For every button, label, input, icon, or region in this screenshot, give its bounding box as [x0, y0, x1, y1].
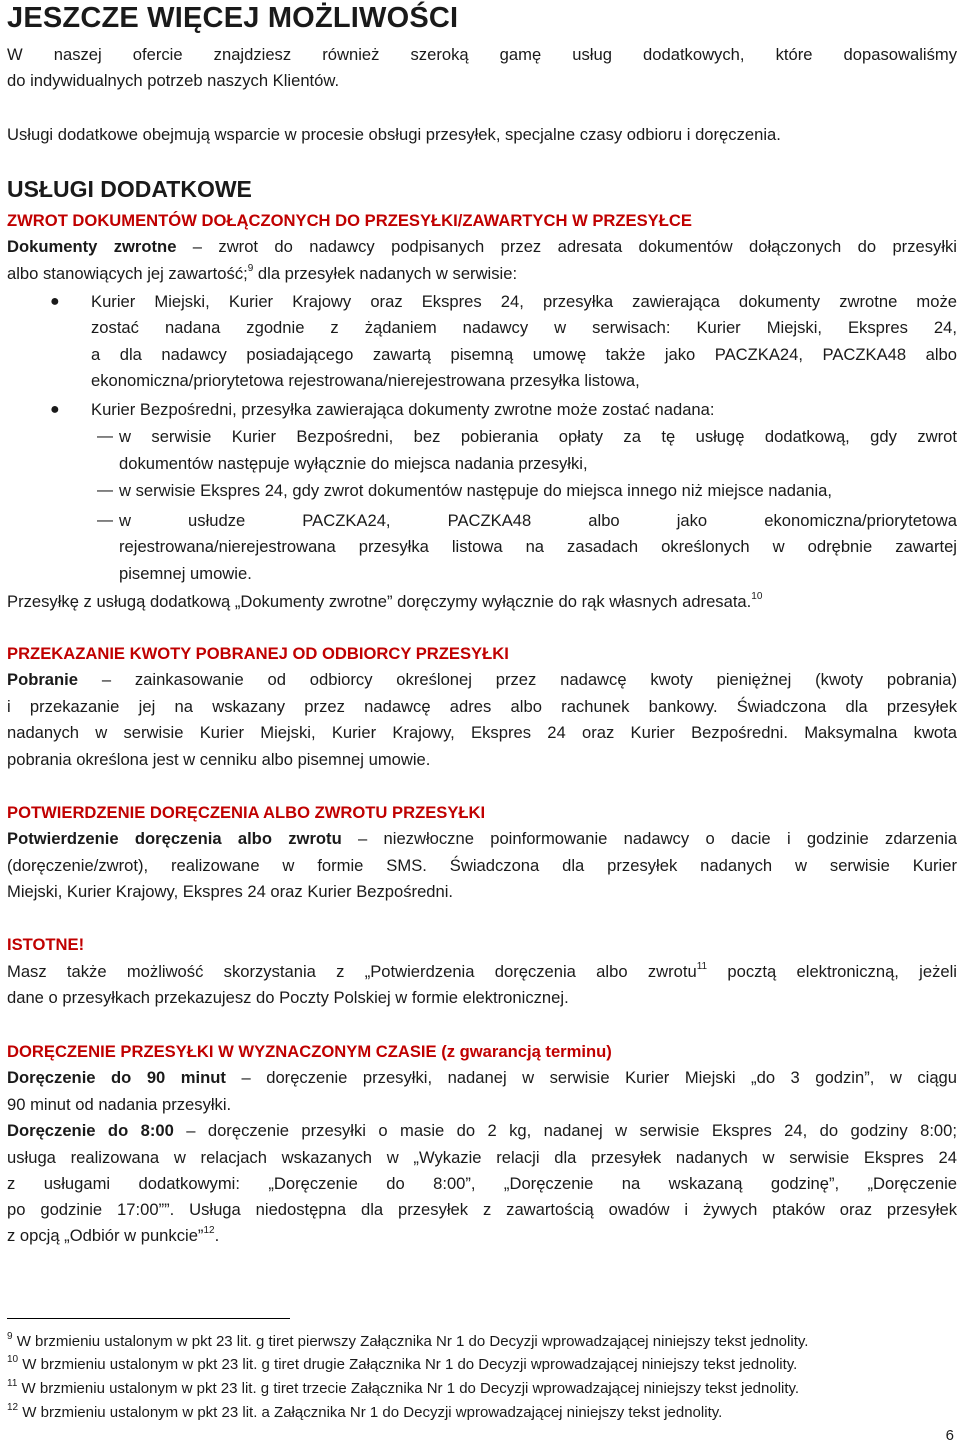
bullet-dot-icon: ●: [50, 401, 60, 418]
timed-term-2-line-5b: .: [214, 1226, 220, 1245]
dash-icon: —: [97, 428, 113, 445]
bullet-1-line-4: ekonomiczna/priorytetowa rejestrowana/nierejestrowana przesyłka listowa,: [91, 371, 640, 390]
dash-3-line-3: pisemnej umowie.: [119, 564, 252, 583]
cod-desc: – zainkasowanie od odbiorcy określonej przez nadawcę kwoty pieniężnej (kwoty pobrania): [78, 670, 957, 689]
return-docs-desc: – zwrot do nadawcy podpisanych przez adresata dokumentów dołączonych do przesyłki: [176, 237, 957, 256]
timed-term-2-line-2: usługa realizowana w relacjach wskazanych w „Wykazie relacji dla przesyłek nadanych w serwisie Ekspres 24: [7, 1148, 957, 1167]
cod-line-3: nadanych w serwisie Kurier Miejski, Kurier Krajowy, Ekspres 24 oraz Kurier Bezpośredni. Maksymalna kwota: [7, 723, 957, 742]
timed-term-2-line-1: [7, 1118, 957, 1145]
confirmation-line-2: (doręczenie/zwrot), realizowane w formie SMS. Świadczona dla przesyłek nadanych w serwisie Kurier: [7, 856, 957, 875]
dash-3-line-1: w usłudze PACZKA24, PACZKA48 albo jako ekonomiczna/priorytetowa: [119, 511, 957, 530]
footnote-10: [7, 1354, 797, 1376]
footnote-ref-10[interactable]: 10: [751, 591, 763, 603]
cod-title: PRZEKAZANIE KWOTY POBRANEJ OD ODBIORCY PRZESYŁKI: [7, 644, 509, 663]
footnote-number: 12: [7, 1402, 19, 1413]
footnote-text: W brzmieniu ustalonym w pkt 23 lit. g tiret pierwszy Załącznika Nr 1 do Decyzji wprowadzającej niniejszy tekst jednolity.: [12, 1333, 809, 1350]
footnote-number: 9: [7, 1331, 13, 1342]
bullet-1-line-3: a dla nadawcy posiadającego zawartą pisemną umowę także jako PACZKA24, PACZKA48 albo: [91, 345, 957, 364]
page-number: 6: [945, 1427, 954, 1444]
timed-term-1-desc: – doręczenie przesyłki, nadanej w serwisie Kurier Miejski „do 3 godzin”, w ciągu: [225, 1068, 957, 1087]
footnote-text: W brzmieniu ustalonym w pkt 23 lit. g tiret drugie Załącznika Nr 1 do Decyzji wprowadzającej niniejszy tekst jednolity.: [18, 1356, 798, 1373]
dash-icon: —: [97, 482, 113, 499]
bullet-dot-icon: ●: [50, 293, 60, 310]
timed-term-1-line-2: 90 minut od nadania przesyłki.: [7, 1095, 232, 1114]
dash-icon: —: [97, 512, 113, 529]
intro-line-2: do indywidualnych potrzeb naszych Klientów.: [7, 71, 340, 90]
cod-line-4: pobrania określona jest w cenniku albo pisemnej umowie.: [7, 750, 431, 769]
timed-term-2-line-5: [7, 1223, 219, 1250]
footnote-ref-12[interactable]: 12: [203, 1225, 215, 1237]
bullet-1-line-1: Kurier Miejski, Kurier Krajowy oraz Ekspres 24, przesyłka zawierająca dokumenty zwrotne może: [91, 292, 957, 311]
timed-title: DORĘCZENIE PRZESYŁKI W WYZNACZONYM CZASIE (z gwarancją terminu): [7, 1042, 612, 1061]
bullet-1-line-2: zostać nadana zgodnie z żądaniem nadawcy w serwisach: Kurier Miejski, Ekspres 24,: [91, 318, 957, 337]
return-docs-term: Dokumenty zwrotne: [7, 237, 177, 256]
return-docs-line-1: [7, 234, 957, 261]
confirmation-desc: – niezwłoczne poinformowanie nadawcy o dacie i godzinie zdarzenia: [341, 829, 957, 848]
important-line-1b: pocztą elektroniczną, jeżeli: [707, 962, 957, 981]
page-heading: JESZCZE WIĘCEJ MOŻLIWOŚCI: [7, 2, 459, 34]
dash-3-line-2: rejestrowana/nierejestrowana przesyłka listowa na zasadach określonych w odrębnie zawartej: [119, 537, 957, 556]
timed-term-2-line-3: z usługami dodatkowymi: „Doręczenie do 8:00”, „Doręczenie na wskazaną godzinę”, „Doręczenie: [7, 1174, 957, 1193]
bullet-2-line-1: Kurier Bezpośredni, przesyłka zawierająca dokumenty zwrotne może zostać nadana:: [91, 400, 715, 419]
return-docs-closing: [7, 589, 762, 616]
important-line-1a: Masz także możliwość skorzystania z „Potwierdzenia doręczenia albo zwrotu: [7, 962, 697, 981]
dash-1-line-2: dokumentów następuje wyłącznie do miejsca nadania przesyłki,: [119, 454, 588, 473]
intro-paragraph-2: Usługi dodatkowe obejmują wsparcie w procesie obsługi przesyłek, specjalne czasy odbioru i doręczenia.: [7, 125, 781, 144]
return-docs-line-2: [7, 261, 517, 288]
important-line-2: dane o przesyłkach przekazujesz do Poczty Polskiej w formie elektronicznej.: [7, 988, 569, 1007]
confirmation-term: Potwierdzenie doręczenia albo zwrotu: [7, 829, 342, 848]
footnote-12: [7, 1402, 722, 1424]
cod-line-1: [7, 667, 957, 694]
timed-term-2: Doręczenie do 8:00: [7, 1121, 174, 1140]
return-docs-title: ZWROT DOKUMENTÓW DOŁĄCZONYCH DO PRZESYŁKI/ZAWARTYCH W PRZESYŁCE: [7, 211, 692, 230]
cod-term: Pobranie: [7, 670, 79, 689]
footnote-9: [7, 1331, 808, 1353]
footnote-ref-11[interactable]: 11: [696, 961, 708, 973]
footnote-divider: [7, 1318, 290, 1319]
dash-1-line-1: w serwisie Kurier Bezpośredni, bez pobierania opłaty za tę usługę dodatkową, gdy zwrot: [119, 427, 957, 446]
timed-term-2-desc: – doręczenie przesyłki o masie do 2 kg, nadanej w serwisie Ekspres 24, do godziny 8:00;: [173, 1121, 957, 1140]
dash-2-line-1: w serwisie Ekspres 24, gdy zwrot dokumentów następuje do miejsca innego niż miejsce nadania,: [119, 481, 832, 500]
services-heading: USŁUGI DODATKOWE: [7, 176, 252, 202]
return-docs-line-2b: dla przesyłek nadanych w serwisie:: [253, 264, 518, 283]
important-line-1: [7, 959, 957, 986]
confirmation-line-3: Miejski, Kurier Krajowy, Ekspres 24 oraz Kurier Bezpośredni.: [7, 882, 454, 901]
timed-term-1-line-1: [7, 1065, 957, 1092]
timed-term-2-line-4: po godzinie 17:00””. Usługa niedostępna dla przesyłek z zawartością owadów i żywych ptaków oraz przesyłek: [7, 1200, 957, 1219]
footnote-text: W brzmieniu ustalonym w pkt 23 lit. a Załącznika Nr 1 do Decyzji wprowadzającej niniejszy tekst jednolity.: [18, 1404, 723, 1421]
timed-term-1: Doręczenie do 90 minut: [7, 1068, 226, 1087]
important-title: ISTOTNE!: [7, 935, 85, 954]
return-docs-line-2a: albo stanowiących jej zawartość;: [7, 264, 248, 283]
footnote-ref-9[interactable]: 9: [247, 263, 254, 275]
confirmation-title: POTWIERDZENIE DORĘCZENIA ALBO ZWROTU PRZESYŁKI: [7, 803, 486, 822]
intro-line-1: W naszej ofercie znajdziesz również szeroką gamę usług dodatkowych, które dopasowaliśmy: [7, 45, 957, 64]
footnote-number: 10: [7, 1354, 19, 1365]
return-docs-closing-text: Przesyłkę z usługą dodatkową „Dokumenty zwrotne” doręczymy wyłącznie do rąk własnych adresata.: [7, 592, 752, 611]
timed-term-2-line-5a: z opcją „Odbiór w punkcie”: [7, 1226, 204, 1245]
cod-line-2: i przekazanie jej na wskazany przez nadawcę adres albo rachunek bankowy. Świadczona dla przesyłek: [7, 697, 957, 716]
footnote-text: W brzmieniu ustalonym w pkt 23 lit. g tiret trzecie Załącznika Nr 1 do Decyzji wprowadzającej niniejszy tekst jednolity.: [17, 1380, 800, 1397]
footnote-11: [7, 1378, 799, 1400]
footnote-number: 11: [7, 1378, 18, 1389]
confirmation-line-1: [7, 826, 957, 853]
